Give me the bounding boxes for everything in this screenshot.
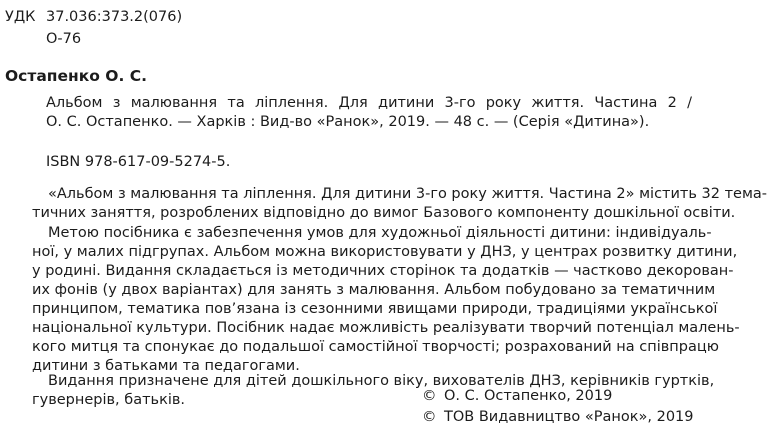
annotation-paragraph-1	[32, 185, 767, 223]
copyright-symbol: ©	[422, 409, 437, 425]
annotation-paragraph-2	[32, 224, 740, 376]
author-heading: Остапенко О. С.	[5, 67, 148, 85]
annotation-line: их фонів (у двох варіантах) для занять з малювання. Альбом побудовано за тематичним	[32, 282, 716, 298]
annotation-line: ної, у малих підгрупах. Альбом можна використовувати у ДНЗ, у центрах розвитку дитини,	[32, 244, 738, 260]
description-line: О. С. Остапенко. — Харків : Вид-во «Ранок», 2019. — 48 с. — (Серія «Дитина»).	[46, 114, 650, 130]
annotation-line: Видання призначене для дітей дошкільного віку, вихователів ДНЗ, керівників гуртків,	[48, 373, 715, 389]
author-mark: О-76	[46, 31, 82, 47]
udk-code: 37.036:373.2(076)	[46, 9, 183, 25]
copyright-text: ТОВ Видавництво «Ранок», 2019	[444, 409, 694, 425]
description-line: Альбом з малювання та ліплення. Для дитини 3-го року життя. Частина 2 /	[46, 95, 692, 111]
annotation-line: дитини з батьками та педагогами.	[32, 358, 300, 374]
udk-label: УДК	[5, 9, 36, 25]
annotation-line: принципом, тематика пов’язана із сезонними явищами природи, традиціями української	[32, 301, 718, 317]
annotation-line: національної культури. Посібник надає можливість реалізувати творчий потенціал малень-	[32, 320, 740, 336]
annotation-line: «Альбом з малювання та ліплення. Для дитини 3-го року життя. Частина 2» містить 32 тема-	[48, 186, 767, 202]
copyright-text: О. С. Остапенко, 2019	[444, 388, 613, 404]
copyright-line-author	[422, 387, 612, 406]
isbn: ISBN 978-617-09-5274-5.	[46, 154, 231, 170]
copyright-line-publisher	[422, 408, 694, 427]
annotation-line: у родині. Видання складається із методичних сторінок та додатків — частково декорован-	[32, 263, 734, 279]
annotation-line: кого митця та спонукає до подальшої самостійної творчості; розрахований на співпрацю	[32, 339, 719, 355]
annotation-line: гувернерів, батьків.	[32, 392, 186, 408]
bibliographic-description	[46, 94, 692, 132]
annotation-line: тичних заняття, розроблених відповідно до вимог Базового компоненту дошкільної освіти.	[32, 205, 736, 221]
annotation-line: Метою посібника є забезпечення умов для художньої діяльності дитини: індивідуаль-	[48, 225, 712, 241]
copyright-symbol: ©	[422, 388, 437, 404]
